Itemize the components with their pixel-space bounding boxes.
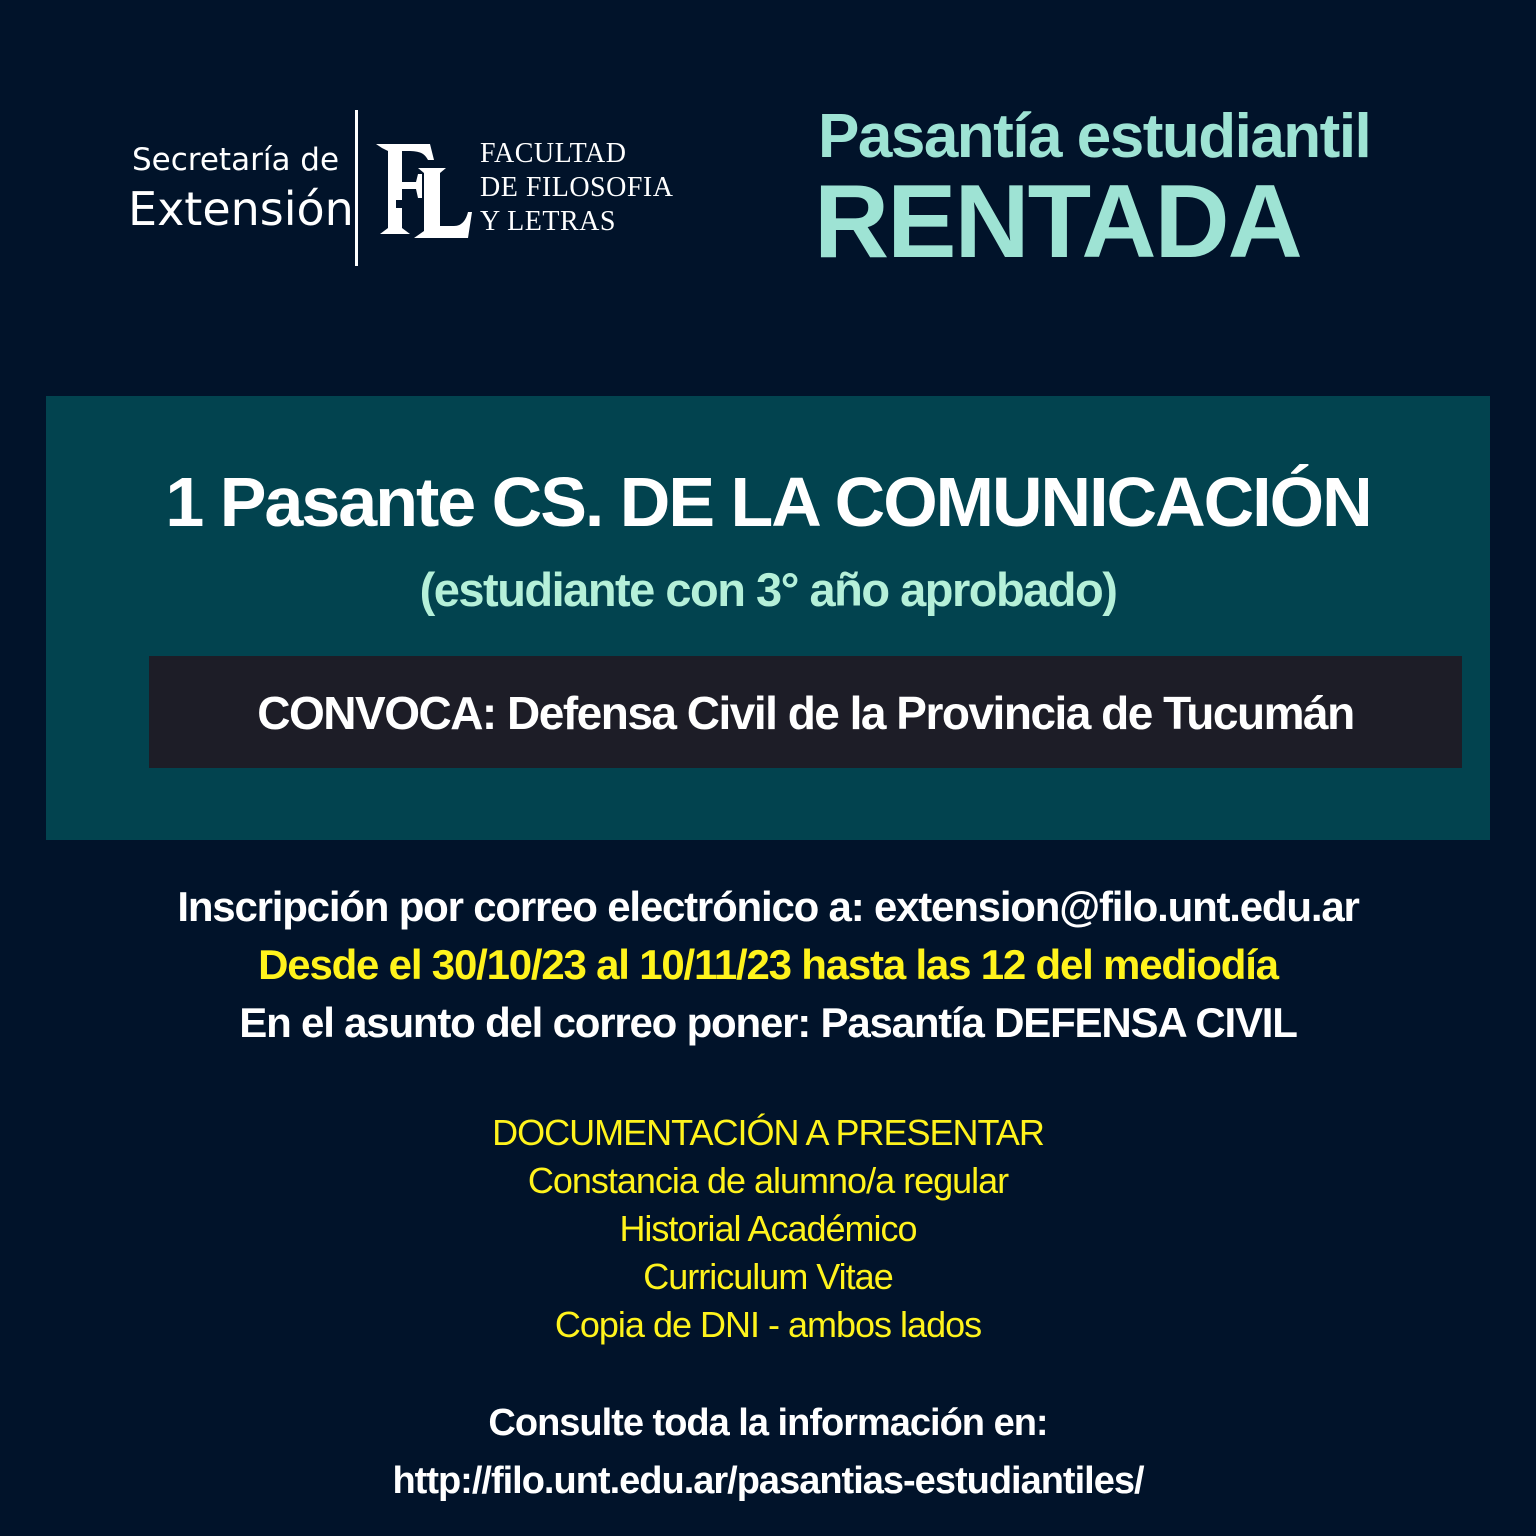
consult-info-line: Consulte toda la información en:	[488, 1402, 1048, 1444]
faculty-name-line2: DE FILOSOFIA	[480, 172, 674, 203]
faculty-fl-logo-icon	[372, 138, 472, 240]
info-url: http://filo.unt.edu.ar/pasantias-estudiantiles/	[392, 1460, 1144, 1502]
documentation-item: Curriculum Vitae	[643, 1256, 893, 1297]
faculty-name-line3: Y LETRAS	[480, 206, 616, 237]
position-requirement: (estudiante con 3° año aprobado)	[419, 563, 1117, 616]
secretaria-label: Secretaría de	[132, 142, 340, 178]
header-divider	[355, 110, 358, 266]
position-heading: 1 Pasante CS. DE LA COMUNICACIÓN	[165, 463, 1371, 541]
documentation-title: DOCUMENTACIÓN A PRESENTAR	[492, 1112, 1044, 1153]
documentation-item: Historial Académico	[619, 1208, 917, 1249]
documentation-item: Copia de DNI - ambos lados	[554, 1304, 982, 1345]
title-pasantia: Pasantía estudiantil	[818, 102, 1371, 171]
faculty-name-line1: FACULTAD	[480, 138, 627, 169]
documentation-item: Constancia de alumno/a regular	[527, 1160, 1009, 1201]
extension-label: Extensión	[128, 182, 354, 236]
inscription-dates-line: Desde el 30/10/23 al 10/11/23 hasta las 12 del mediodía	[258, 941, 1278, 988]
title-rentada: RENTADA	[814, 164, 1301, 280]
inscription-subject-line: En el asunto del correo poner: Pasantía DEFENSA CIVIL	[239, 999, 1297, 1046]
inscription-email-line: Inscripción por correo electrónico a: extension@filo.unt.edu.ar	[177, 883, 1359, 930]
convoca-text: CONVOCA: Defensa Civil de la Provincia de Tucumán	[257, 687, 1354, 739]
